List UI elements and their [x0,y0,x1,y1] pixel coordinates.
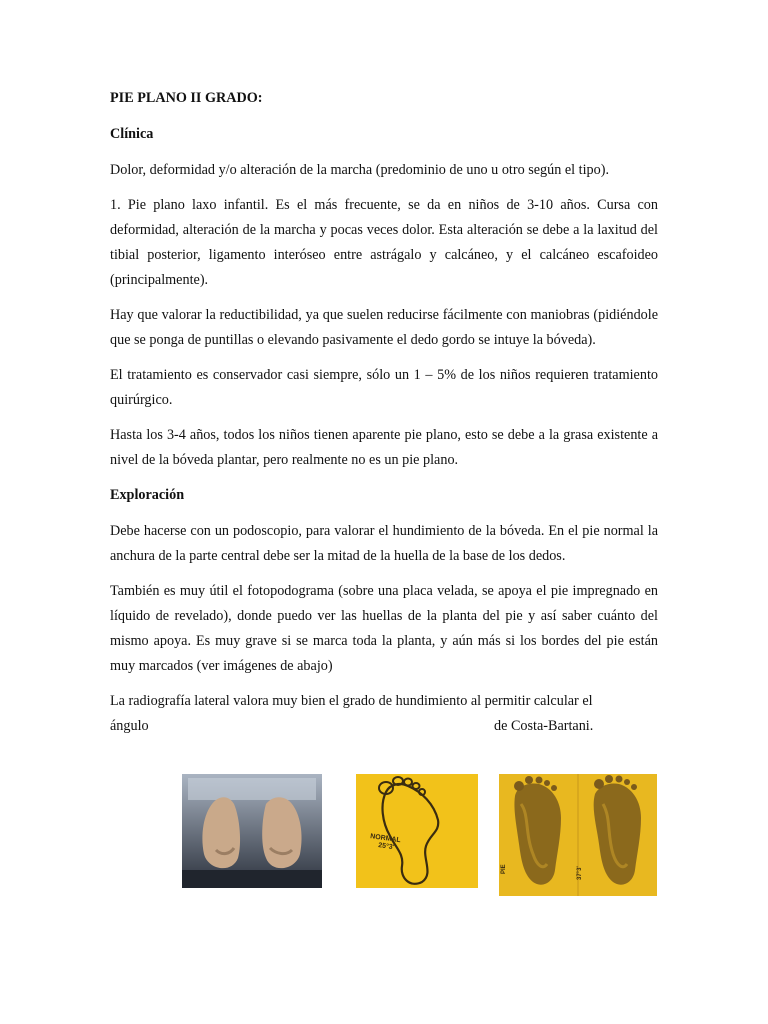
paragraph-radiografia: La radiografía lateral valora muy bien el grado de hundimiento al permitir calcular el [110,693,593,709]
normal-footprint-image [356,774,478,888]
section-heading-exploracion: Exploración [110,487,185,503]
normal-label: NORMAL [369,833,402,845]
word-costa-bartani: de Costa-Bartani. [494,718,594,734]
page-title: PIE PLANO II GRADO: [110,90,263,106]
podoscope-photo [182,774,322,888]
paragraph-radiografia-end [110,714,658,739]
paragraph-fotopodograma: También es muy útil el fotopodograma (sobre una placa velada, se apoya el pie impregnado en líquido de revelado), donde puedo ver las huellas de la planta del pie y así saber cuánto del mismo apoya. Es muy grave si se marca toda la planta, y aún más si los bordes del pie están muy marcados (ver imágenes de abajo) [110,583,658,674]
flat-angle-label: 37°3' [577,866,583,880]
paragraph-intro: Dolor, deformidad y/o alteración de la marcha (predominio de uno u otro según el tipo). [110,162,609,178]
paragraph-reductibilidad: Hay que valorar la reductibilidad, ya que suelen reducirse fácilmente con maniobras (pidiéndole que se ponga de puntillas o elevando pasivamente el dedo gordo se intuye la bóveda). [110,307,658,348]
flat-footprint-image [499,774,657,896]
word-angulo: ángulo [110,718,149,734]
normal-angle-label: 25°3' [377,842,395,852]
paragraph-tratamiento: El tratamiento es conservador casi siempre, sólo un 1 – 5% de los niños requieren tratamiento quirúrgico. [110,367,658,408]
section-heading-clinica: Clínica [110,126,154,142]
paragraph-aparente-pie-plano: Hasta los 3-4 años, todos los niños tienen aparente pie plano, esto se debe a la grasa existente a nivel de la bóveda plantar, pero realmente no es un pie plano. [110,427,658,468]
document-body [110,86,658,739]
flat-label: PIE [501,864,507,874]
paragraph-podoscopio: Debe hacerse con un podoscopio, para valorar el hundimiento de la bóveda. En el pie normal la anchura de la parte central debe ser la mitad de la huella de la base de los dedos. [110,523,658,564]
paragraph-pie-plano-laxo: 1. Pie plano laxo infantil. Es el más frecuente, se da en niños de 3-10 años. Cursa con deformidad, alteración de la marcha y pocas veces dolor. Esta alteración se debe a la laxitud del tibial posterior, ligamento interóseo entre astrágalo y calcáneo, y el calcáneo escafoideo (principalmente). [110,197,658,288]
